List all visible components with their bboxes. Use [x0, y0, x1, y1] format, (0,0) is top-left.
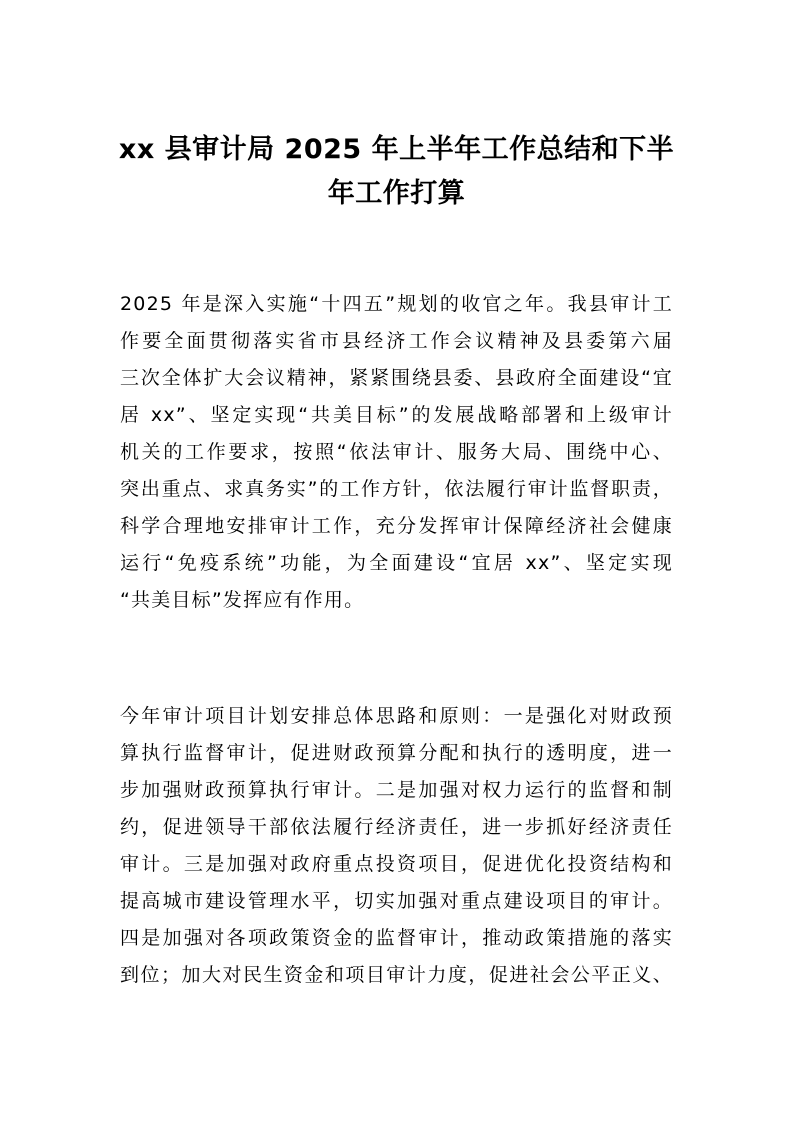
paragraph-line: 审计。三是加强对政府重点投资项目，促进优化投资结构和 — [120, 853, 673, 875]
paragraph-line: 机关的工作要求，按照“依法审计、服务大局、围绕中心、 — [120, 441, 673, 463]
title-line: xx 县审计局 2025 年上半年工作总结和下半 — [118, 134, 675, 165]
paragraph-line: 2025 年是深入实施“十四五”规划的收官之年。我县审计工 — [120, 293, 673, 315]
body-paragraph — [120, 286, 673, 619]
paragraph-line: 约，促进领导干部依法履行经济责任，进一步抓好经济责任 — [120, 816, 673, 838]
paragraph-line: 居 xx”、坚定实现“共美目标”的发展战略部署和上级审计 — [120, 404, 673, 426]
paragraph-line: 提高城市建设管理水平，切实加强对重点建设项目的审计。 — [120, 890, 673, 912]
paragraph-line: 四是加强对各项政策资金的监督审计，推动政策措施的落实 — [120, 927, 673, 949]
paragraph-line: 突出重点、求真务实”的工作方针，依法履行审计监督职责， — [120, 478, 673, 500]
paragraph-line: 算执行监督审计，促进财政预算分配和执行的透明度，进一 — [120, 742, 673, 764]
paragraph-line: 运行“免疫系统”功能，为全面建设“宜居 xx”、坚定实现 — [120, 552, 673, 574]
body-paragraph — [120, 698, 673, 994]
paragraph-line: 步加强财政预算执行审计。二是加强对权力运行的监督和制 — [120, 779, 673, 801]
paragraph-line: 科学合理地安排审计工作，充分发挥审计保障经济社会健康 — [120, 515, 673, 537]
paragraph-line: 作要全面贯彻落实省市县经济工作会议精神及县委第六届 — [120, 330, 673, 352]
paragraph-line: “共美目标”发挥应有作用。 — [120, 589, 365, 611]
document-title — [110, 128, 683, 216]
paragraph-line: 到位；加大对民生资金和项目审计力度，促进社会公平正义、 — [120, 964, 673, 986]
paragraph-line: 三次全体扩大会议精神，紧紧围绕县委、县政府全面建设“宜 — [120, 367, 673, 389]
paragraph-line: 今年审计项目计划安排总体思路和原则：一是强化对财政预 — [120, 705, 673, 727]
title-line: 年工作打算 — [327, 178, 466, 209]
